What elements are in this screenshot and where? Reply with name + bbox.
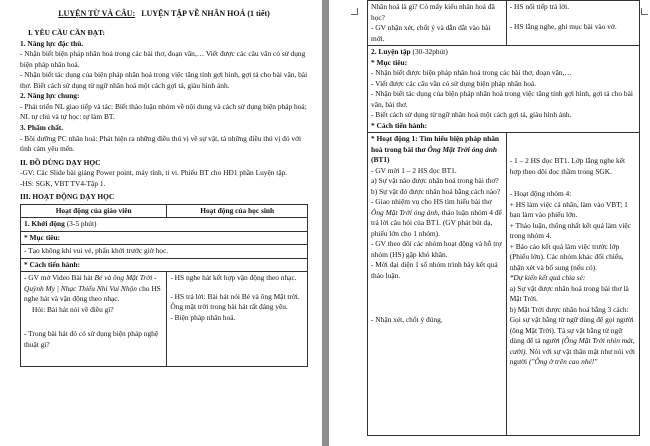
title-main: LUYỆN TẬP VỀ NHÂN HOÁ (1 tiết)	[141, 9, 270, 18]
teacher-step: - GV theo dõi các nhóm hoạt động và hỗ trợ nhóm (HS) gặp khó khăn.	[371, 239, 502, 259]
teacher-question: Hỏi: Bài hát nói về điều gì?	[32, 304, 114, 314]
objective-item: - Viết được các câu văn có sử dụng biện pháp nhân hoá.	[371, 78, 537, 88]
corner-mark-icon	[351, 8, 358, 15]
student-cell	[167, 272, 308, 367]
text: - GV mở Video Bài hát	[24, 273, 93, 283]
table-row	[21, 272, 308, 367]
practice-time: (30-32phút)	[412, 47, 448, 57]
heading-quality: 3. Phẩm chất.	[20, 123, 64, 132]
text: (BT1)	[371, 155, 390, 165]
activity-1-heading	[371, 134, 503, 166]
warmup-heading: 1. Khởi động	[24, 219, 65, 229]
teacher-step: - GV nhận xét, chốt ý và dẫn dắt vào bài mới.	[371, 23, 491, 43]
paragraph: -HS: SGK, VBT TV4-Tập 1.	[20, 178, 106, 188]
teacher-step: - GV mời 1 – 2 HS đọc BT1.	[371, 165, 457, 175]
teacher-question: Nhân hoá là gì? Có mấy kiểu nhân hoá đã học?	[371, 2, 495, 22]
table-row	[368, 133, 640, 436]
heading-general-competence: 2. Năng lực chung:	[20, 91, 80, 101]
teacher-step	[24, 273, 163, 305]
practice-heading: 2. Luyện tập	[371, 47, 411, 57]
student-step: - HS trả lời: Bài hát nói Bé và ông Mặt trời. Ông mặt trời trong bài hát rất đáng yêu.	[170, 291, 300, 312]
document-page-left	[0, 0, 322, 446]
corner-mark-icon	[641, 8, 648, 15]
column-header-teacher: Hoạt động của giáo viên	[21, 204, 167, 218]
section-materials: II. ĐỒ DÙNG DẠY HỌC	[20, 157, 101, 167]
paragraph: - Nhận biết biện pháp nhân hoá trong các bài thơ, đoạn văn,… Viết được các câu văn có sử dụng biện pháp nhân hoá.	[20, 49, 306, 69]
paragraph: - Phát triển NL giao tiếp và tác: Biết thảo luận nhóm về nội dung và cách sử dụng biện pháp hoá; NL tự chủ và tự học: tự làm BT.	[20, 101, 307, 122]
teacher-cell	[21, 272, 167, 367]
table-cell	[21, 218, 308, 232]
column-header-student: Hoạt động của học sinh	[167, 204, 308, 218]
table-header-row	[21, 204, 308, 218]
poem-title: Ông Mặt Trời óng ánh	[371, 207, 438, 217]
table-cell: - Tạo không khí vui vẻ, phấn khởi trước giờ học.	[21, 245, 308, 259]
teacher-step: - Nhận xét, chốt ý đúng.	[371, 315, 443, 325]
objective-item: - Biết cách sử dụng từ ngữ nhân hoá một cách gợi tả, giàu hình ảnh.	[371, 110, 572, 120]
teacher-cell	[368, 1, 507, 46]
warmup-time: (3-5 phút)	[66, 219, 97, 229]
student-cell	[506, 133, 639, 436]
table-row	[21, 258, 308, 272]
teacher-step	[371, 197, 503, 239]
student-step: + HS làm việc cá nhân, làm vào VBT; 1 bạn làm vào phiếu lớn.	[509, 199, 628, 220]
teacher-question: - Trong bài hát đó có sử dụng biện pháp nghệ thuật gì?	[24, 329, 159, 349]
practice-objectives-cell	[368, 46, 640, 133]
teacher-step: a) Sự vật nào được nhân hoá trong bài thơ?	[371, 176, 499, 186]
student-step: + Thảo luận, thống nhất kết quả làm việc trong nhóm 4.	[509, 220, 631, 241]
text: ("Ông ở trên cao nhé!"	[528, 357, 598, 367]
activities-table	[20, 204, 308, 368]
student-step: - HS nối tiếp trả lời.	[509, 2, 570, 11]
student-step: - 1 – 2 HS đọc BT1. Lớp lắng nghe kết hợp theo dõi đọc thầm trong SGK.	[509, 156, 626, 176]
student-step: - Hoạt động nhóm 4:	[509, 189, 572, 199]
teacher-cell	[368, 133, 507, 436]
section-activities: III. HOẠT ĐỘNG DẠY HỌC	[20, 192, 115, 202]
text: b) Mặt Trời được nhân hoá bằng 3 cách: Gọi sự vật bằng từ ngữ dùng để gọi người (ông Mặt Trời). Tả sự vật bằng từ ngữ dùng để tả người	[509, 304, 634, 346]
table-row	[21, 245, 308, 259]
student-step: - HS nghe hát kết hợp vận động theo nhạc.	[170, 273, 297, 283]
teacher-step: b) Sự vật đó được nhân hoá bằng cách nào?	[371, 186, 501, 196]
text: Nói với sự vật thân mật như nói với người	[509, 346, 635, 367]
student-step: - HS lắng nghe, ghi mục bài vào vở.	[509, 21, 617, 31]
student-step	[510, 305, 636, 368]
paragraph: - Bồi dưỡng PC nhân hoá: Phát hiện ra những điều thú vị về sự vật, tả những điều thú vị đó với tình cảm yêu mến.	[20, 133, 302, 154]
section-requirements: I. YÊU CẦU CẦN ĐẠT:	[28, 28, 105, 38]
table-row	[21, 218, 308, 232]
teacher-step: - Mời đại diện 1 số nhóm trình bày kết quả thảo luận.	[371, 260, 498, 280]
table-cell: * Mục tiêu:	[21, 231, 308, 245]
paragraph: -GV: Các Slide bài giảng Power point, máy tính, ti vi. Phiếu BT cho HĐ1 phần Luyện tập.	[20, 168, 288, 178]
student-step: a) Sự vật được nhân hoá trong bài thơ là Mặt Trời.	[509, 283, 629, 304]
page-gutter	[322, 0, 329, 446]
text: - Giao nhiệm vụ cho HS tìm hiểu bài thơ	[371, 197, 492, 207]
activities-table-continued	[367, 0, 640, 436]
song-title: Bé và ông Mặt Trời - Quỳnh My | Nhạc Thiếu Nhi Vui Nhộn	[24, 273, 157, 293]
text: (Ông Mặt Trời nhìn mát, cười).	[509, 336, 635, 356]
title-prefix: LUYỆN TỪ VÀ CÂU:	[58, 9, 136, 18]
objectives-label: * Mục tiêu:	[371, 57, 408, 67]
table-row	[368, 1, 640, 46]
objective-item: - Nhận biết tác dụng của biện pháp nhân hoá trong việc tăng tính gợi hình, gợi tả cho bài văn, bài thơ.	[371, 89, 633, 109]
document-page-right	[329, 0, 650, 446]
table-row	[21, 231, 308, 245]
student-step: + Báo cáo kết quả làm việc trước lớp (Phiếu lớn). Các nhóm khác đối chiếu, nhận xét và bổ sung (nếu có).	[509, 241, 624, 272]
text: , thảo luận nhóm 4 để trả lời câu hỏi của BT1. (GV phát bút dạ, phiếu lớn cho 1 nhóm).	[371, 207, 502, 238]
expected-result-label: *Dự kiến kết quả chia sẻ:	[509, 273, 586, 283]
poem-title: Ông Mặt Trời óng ánh	[427, 144, 497, 154]
text: cho HS nghe hát và vận động theo nhạc.	[24, 283, 161, 304]
lesson-title	[20, 8, 308, 19]
text: * Hoạt động 1: Tìm hiểu biện pháp nhân hoá trong bài thơ	[371, 134, 500, 154]
procedure-label: * Cách tiến hành:	[371, 120, 428, 130]
heading-specific-competence: 1. Năng lực đặc thù.	[20, 38, 84, 48]
objective-item: - Nhận biết được biện pháp nhân hoá trong các bài thơ, đoạn văn,…	[371, 68, 572, 78]
student-step: - Biện pháp nhân hoá.	[170, 312, 236, 322]
table-row	[368, 46, 640, 133]
student-cell	[506, 1, 639, 46]
table-cell: * Cách tiến hành:	[21, 258, 308, 272]
paragraph: - Nhận biết tác dụng của biện pháp nhân hoá trong việc tăng tính gợi hình, gợi tả cho bài văn, bài thơ. Biết cách sử dụng từ ngữ nhân hoá một cách gợi tả, giàu hình ảnh.	[20, 70, 308, 90]
